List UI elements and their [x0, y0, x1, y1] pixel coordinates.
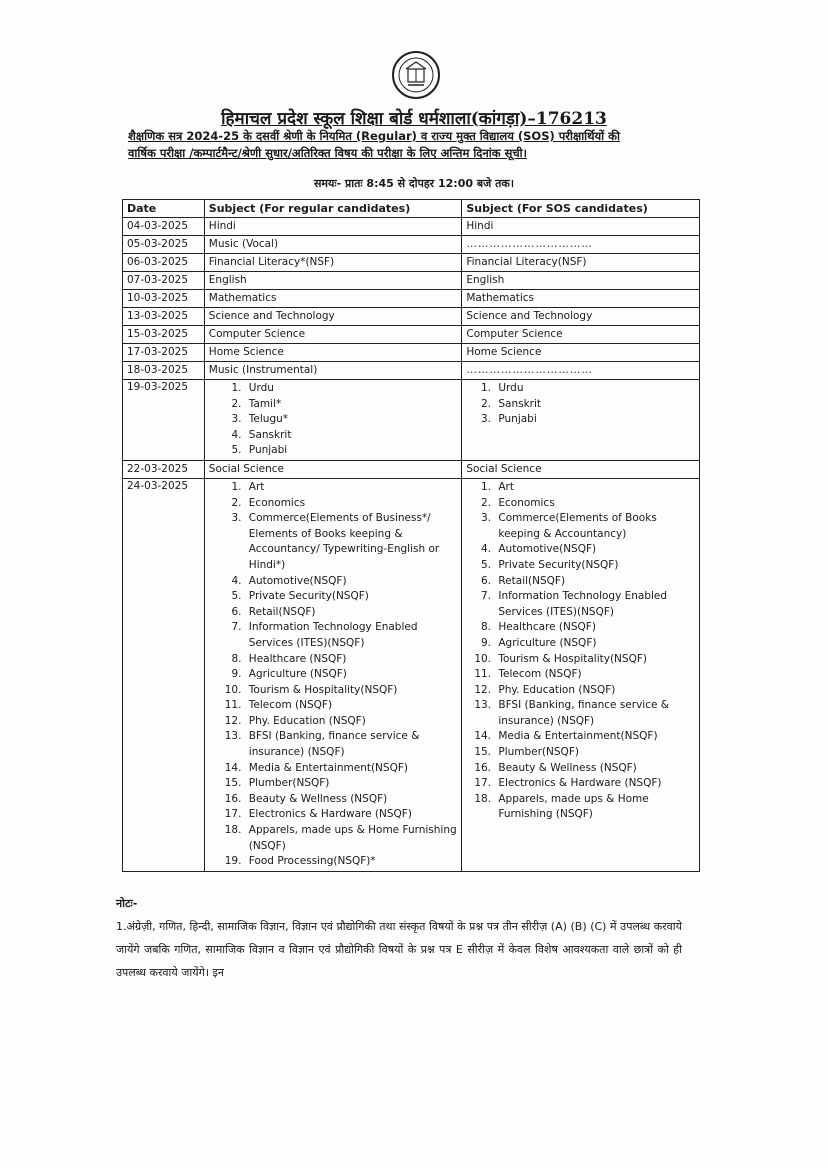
subject-list-item: 4. Automotive(NSQF) [245, 574, 458, 590]
date-cell: 05-03-2025 [123, 236, 205, 254]
header-date: Date [123, 200, 205, 218]
date-cell: 07-03-2025 [123, 272, 205, 290]
subject-list-item: 10. Tourism & Hospitality(NSQF) [494, 652, 695, 668]
subject-list-item: 13. BFSI (Banking, finance service & insurance) (NSQF) [245, 729, 458, 760]
subject-list-item: 2. Economics [245, 496, 458, 512]
subject-list-item: 18. Apparels, made ups & Home Furnishing (NSQF) [494, 792, 695, 823]
subject-list-item: 13. BFSI (Banking, finance service & insurance) (NSQF) [494, 698, 695, 729]
sos-subject-cell: …………………………… [462, 236, 700, 254]
regular-subject-cell [204, 478, 462, 871]
table-row [123, 308, 700, 326]
date-cell: 19-03-2025 [123, 380, 205, 461]
date-cell: 15-03-2025 [123, 326, 205, 344]
regular-subject-cell: Home Science [204, 344, 462, 362]
subject-list-item: 18. Apparels, made ups & Home Furnishing (NSQF) [245, 823, 458, 854]
table-row [123, 254, 700, 272]
regular-subject-cell: Music (Instrumental) [204, 362, 462, 380]
subject-list-item: 11. Telecom (NSQF) [245, 698, 458, 714]
sos-subject-cell: Science and Technology [462, 308, 700, 326]
date-cell: 22-03-2025 [123, 460, 205, 478]
page-subtitle [128, 128, 688, 162]
sos-subject-cell: Social Science [462, 460, 700, 478]
date-cell: 17-03-2025 [123, 344, 205, 362]
table-row [123, 236, 700, 254]
sos-subject-cell: Home Science [462, 344, 700, 362]
subject-list-item: 3. Telugu* [245, 412, 458, 428]
regular-subject-cell: English [204, 272, 462, 290]
regular-subject-cell: Hindi [204, 218, 462, 236]
table-row [123, 290, 700, 308]
subject-list-item: 3. Punjabi [494, 412, 695, 428]
notes-heading: नोटः- [116, 897, 138, 910]
subject-list-item: 2. Tamil* [245, 397, 458, 413]
table-row [123, 478, 700, 871]
table-row [123, 272, 700, 290]
table-row [123, 460, 700, 478]
sos-subject-cell: Mathematics [462, 290, 700, 308]
subject-list-item: 10. Tourism & Hospitality(NSQF) [245, 683, 458, 699]
subject-list-item: 9. Agriculture (NSQF) [245, 667, 458, 683]
table-row [123, 380, 700, 461]
date-cell: 04-03-2025 [123, 218, 205, 236]
date-cell: 13-03-2025 [123, 308, 205, 326]
subject-list-item: 17. Electronics & Hardware (NSQF) [494, 776, 695, 792]
subject-list-item: 5. Private Security(NSQF) [494, 558, 695, 574]
exam-timing: समयः- प्रातः 8:45 से दोपहर 12:00 बजे तक। [313, 177, 514, 190]
subject-list-item: 7. Information Technology Enabled Services (ITES)(NSQF) [245, 620, 458, 651]
subtitle-line-1: शैक्षणिक सत्र 2024-25 के दसवीं श्रेणी के नियमित (Regular) व राज्य मुक्त विद्यालय (SOS) परीक्षार्थियों की [128, 129, 620, 143]
subject-list-item: 9. Agriculture (NSQF) [494, 636, 695, 652]
regular-subject-cell: Social Science [204, 460, 462, 478]
subject-list-item: 15. Plumber(NSQF) [494, 745, 695, 761]
subject-list-item: 12. Phy. Education (NSQF) [245, 714, 458, 730]
subject-list-item: 12. Phy. Education (NSQF) [494, 683, 695, 699]
subject-list-item: 1. Urdu [494, 381, 695, 397]
sos-subject-cell [462, 380, 700, 461]
subject-list-item: 2. Sanskrit [494, 397, 695, 413]
subject-list-item: 17. Electronics & Hardware (NSQF) [245, 807, 458, 823]
subject-list-item: 5. Private Security(NSQF) [245, 589, 458, 605]
sos-subject-cell: …………………………… [462, 362, 700, 380]
regular-subject-cell: Financial Literacy*(NSF) [204, 254, 462, 272]
subject-list-item: 8. Healthcare (NSQF) [245, 652, 458, 668]
header-regular: Subject (For regular candidates) [204, 200, 462, 218]
sos-subject-cell [462, 478, 700, 871]
subject-list-item: 7. Information Technology Enabled Services (ITES)(NSQF) [494, 589, 695, 620]
subject-list-item: 1. Art [245, 480, 458, 496]
sos-elective-list [466, 480, 695, 823]
regular-subject-cell: Music (Vocal) [204, 236, 462, 254]
page-title: हिमाचल प्रदेश स्कूल शिक्षा बोर्ड धर्मशाला(कांगड़ा)–176213 [221, 109, 607, 129]
subject-list-item: 19. Food Processing(NSQF)* [245, 854, 458, 870]
date-cell: 18-03-2025 [123, 362, 205, 380]
sos-subject-cell: English [462, 272, 700, 290]
subject-list-item: 4. Automotive(NSQF) [494, 542, 695, 558]
subject-list-item: 5. Punjabi [245, 443, 458, 459]
subject-list-item: 6. Retail(NSQF) [494, 574, 695, 590]
date-cell: 24-03-2025 [123, 478, 205, 871]
subtitle-line-2: वार्षिक परीक्षा /कम्पार्टमैन्ट/श्रेणी सुधार/अतिरिक्त विषय की परीक्षा के लिए अन्तिम दिनांक सूची। [128, 146, 528, 160]
regular-subject-cell: Mathematics [204, 290, 462, 308]
subject-list-item: 3. Commerce(Elements of Books keeping & Accountancy) [494, 511, 695, 542]
subject-list-item: 3. Commerce(Elements of Business*/ Elements of Books keeping & Accountancy/ Typewriting-English or Hindi*) [245, 511, 458, 573]
header-sos: Subject (For SOS candidates) [462, 200, 700, 218]
subject-list-item: 16. Beauty & Wellness (NSQF) [494, 761, 695, 777]
table-row [123, 218, 700, 236]
subject-list-item: 15. Plumber(NSQF) [245, 776, 458, 792]
regular-subject-cell: Computer Science [204, 326, 462, 344]
subject-list-item: 4. Sanskrit [245, 428, 458, 444]
table-row [123, 326, 700, 344]
subject-list-item: 1. Urdu [245, 381, 458, 397]
subject-list-item: 16. Beauty & Wellness (NSQF) [245, 792, 458, 808]
subject-list-item: 14. Media & Entertainment(NSQF) [245, 761, 458, 777]
sos-subject-cell: Computer Science [462, 326, 700, 344]
subject-list-item: 8. Healthcare (NSQF) [494, 620, 695, 636]
board-seal-icon [391, 50, 441, 100]
regular-language-list [209, 381, 458, 459]
table-header-row [123, 200, 700, 218]
date-cell: 06-03-2025 [123, 254, 205, 272]
subject-list-item: 6. Retail(NSQF) [245, 605, 458, 621]
subject-list-item: 2. Economics [494, 496, 695, 512]
exam-schedule-table [122, 199, 700, 872]
table-row [123, 344, 700, 362]
subject-list-item: 14. Media & Entertainment(NSQF) [494, 729, 695, 745]
regular-subject-cell: Science and Technology [204, 308, 462, 326]
sos-language-list [466, 381, 695, 428]
table-row [123, 362, 700, 380]
sos-subject-cell: Financial Literacy(NSF) [462, 254, 700, 272]
sos-subject-cell: Hindi [462, 218, 700, 236]
date-cell: 10-03-2025 [123, 290, 205, 308]
regular-subject-cell [204, 380, 462, 461]
regular-elective-list [209, 480, 458, 870]
subject-list-item: 11. Telecom (NSQF) [494, 667, 695, 683]
subject-list-item: 1. Art [494, 480, 695, 496]
notes-text: 1.अंग्रेज़ी, गणित, हिन्दी, सामाजिक विज्ञान, विज्ञान एवं प्रौद्योगिकी तथा संस्कृत विषयों के प्रश्न पत्र तीन सीरीज़ (A) (B) (C) में उपलब्ध करवाये जायेंगे जबकि गणित, सामाजिक विज्ञान व विज्ञान एवं प्रौद्योगिकी विषयों के प्रश्न पत्र E सीरीज़ में केवल विशेष आवश्यकता वाले छात्रों को ही उपलब्ध करवाये जायेंगे। इन [116, 920, 682, 979]
